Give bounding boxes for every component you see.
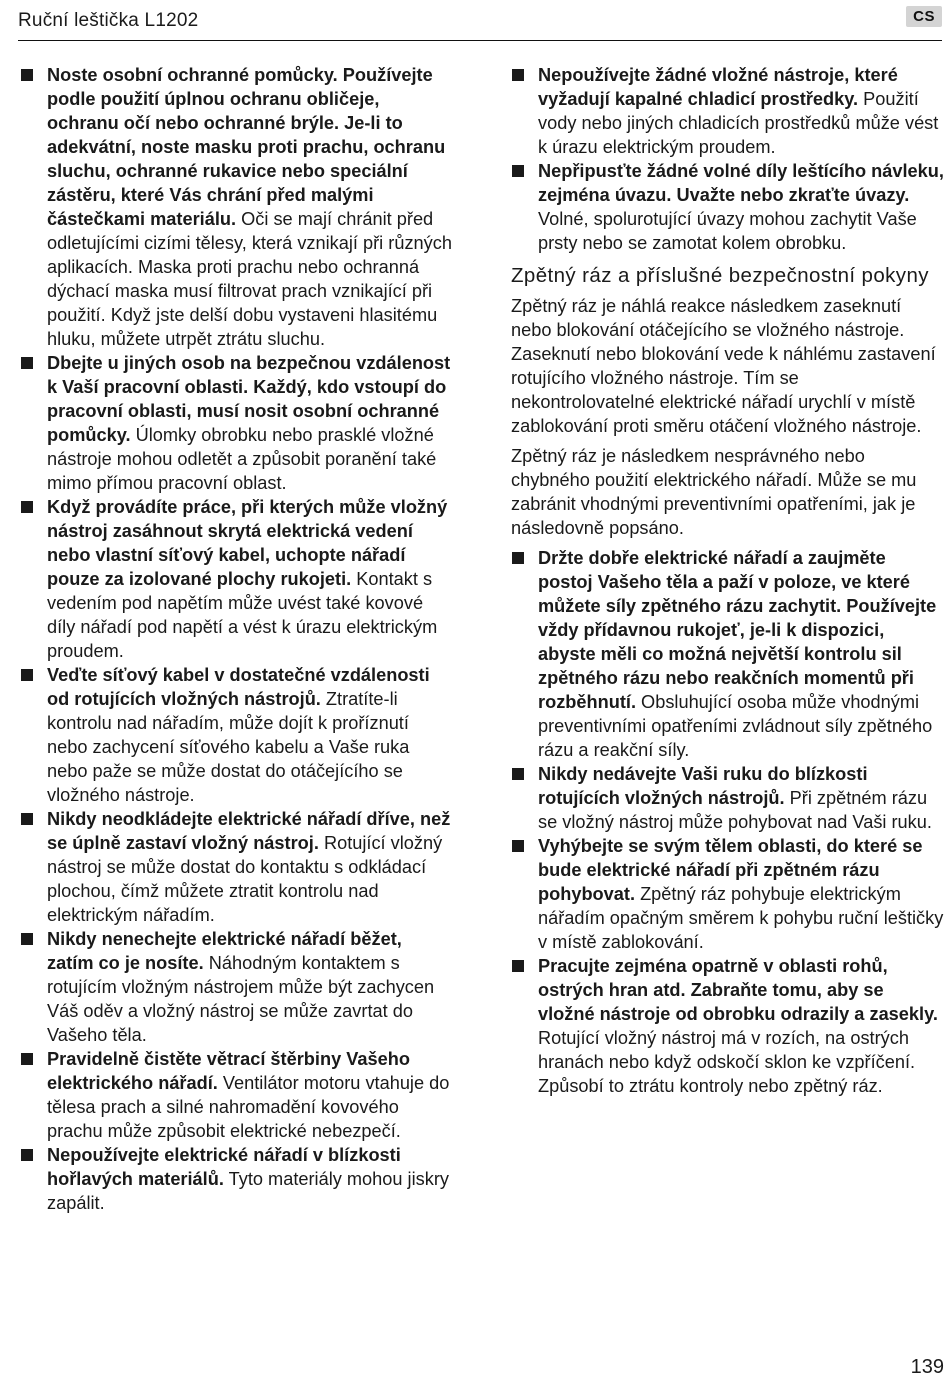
safety-item bbox=[511, 834, 945, 954]
item-bold-text: Nepřipusťte žádné volné díly leštícího návleku, zejména úvazu. Uvažte nebo zkraťte úvazy. bbox=[538, 161, 944, 205]
item-bold-text: Nikdy nenechejte elektrické nářadí běžet, zatím co je nosíte. bbox=[47, 929, 402, 973]
bullet-square-icon bbox=[21, 1149, 33, 1161]
language-badge: CS bbox=[906, 6, 942, 27]
bullet-square-icon bbox=[512, 840, 524, 852]
safety-item bbox=[20, 1143, 452, 1215]
section-paragraph: Zpětný ráz je náhlá reakce následkem zaseknutí nebo blokování otáčejícího se vložného nástroje. Zaseknutí nebo blokování vede k náhlému zastavení rotujícího vložného nástroje. Tím se nekontrolovatelné elektrické nářadí urychlí v místě zablokování proti směru otáčení vložného nástroje. bbox=[511, 296, 936, 436]
safety-item bbox=[511, 954, 945, 1098]
item-text: Obsluhující osoba může vhodnými preventivními opatřeními zvládnout síly zpětného rázu a reakční síly. bbox=[538, 692, 933, 760]
page-header bbox=[18, 0, 942, 41]
bullet-square-icon bbox=[512, 768, 524, 780]
item-text: Při zpětném rázu se vložný nástroj může pohybovat nad Vaši ruku. bbox=[538, 788, 932, 832]
bullet-square-icon bbox=[21, 69, 33, 81]
item-bold-text: Noste osobní ochranné pomůcky. Používejte podle použití úplnou ochranu obličeje, ochranu očí nebo ochranné brýle. Je-li to adekvátní, noste masku proti prachu, ochranu sluchu, ochranné rukavice nebo speciální zástěru, které Vás chrání před malými částečkami materiálu. bbox=[47, 65, 446, 229]
item-text: Rotující vložný nástroj se může dostat do kontaktu s odkládací plochou, čímž můžete ztratit kontrolu nad elektrickým nářadím. bbox=[47, 833, 443, 925]
item-text: Úlomky obrobku nebo prasklé vložné nástroje mohou odletět a způsobit poranění také mimo přímou pracovní oblast. bbox=[47, 425, 437, 493]
item-text: Použití vody nebo jiných chladicích prostředků může vést k úrazu elektrickým proudem. bbox=[538, 89, 939, 157]
item-text: Ztratíte-li kontrolu nad nářadím, může dojít k proříznutí nebo zachycení síťového kabelu a Vaše ruka nebo paže se může dostat do otáčejícího se vložného nástroje. bbox=[47, 689, 410, 805]
item-bold-text: Nepoužívejte elektrické nářadí v blízkosti hořlavých materiálů. bbox=[47, 1145, 401, 1189]
item-bold-text: Pracujte zejména opatrně v oblasti rohů, ostrých hran atd. Zabraňte tomu, aby se vložné nástroje od obrobku odrazily a zasekly. bbox=[538, 956, 938, 1024]
bullet-square-icon bbox=[21, 669, 33, 681]
bullet-square-icon bbox=[512, 165, 524, 177]
item-bold-text: Nepoužívejte žádné vložné nástroje, které vyžadují kapalné chladicí prostředky. bbox=[538, 65, 898, 109]
safety-item bbox=[511, 546, 945, 762]
bullet-square-icon bbox=[512, 69, 524, 81]
bullet-square-icon bbox=[21, 1053, 33, 1065]
item-text: Ventilátor motoru vtahuje do tělesa prach a silné nahromadění kovového prachu může způsobit elektrické nebezpečí. bbox=[47, 1073, 450, 1141]
safety-item bbox=[511, 762, 945, 834]
safety-item bbox=[20, 663, 452, 807]
safety-item bbox=[20, 927, 452, 1047]
bullet-square-icon bbox=[21, 501, 33, 513]
item-text: Oči se mají chránit před odletujícími cizími tělesy, která vznikají při různých aplikacích. Maska proti prachu nebo ochranná dýchací maska musí filtrovat prach vznikající při použití. Když jste delší dobu vystaveni hlasitému hluku, můžete utrpět ztrátu sluchu. bbox=[47, 209, 452, 349]
safety-item bbox=[20, 63, 452, 351]
item-bold-text: Veďte síťový kabel v dostatečné vzdálenosti od rotujících vložných nástrojů. bbox=[47, 665, 430, 709]
safety-item bbox=[511, 63, 945, 159]
item-bold-text: Pravidelně čistěte větrací štěrbiny Vašeho elektrického nářadí. bbox=[47, 1049, 410, 1093]
safety-item bbox=[511, 159, 945, 255]
safety-item bbox=[20, 495, 452, 663]
item-bold-text: Když provádíte práce, při kterých může vložný nástroj zasáhnout skrytá elektrická vedení nebo vlastní síťový kabel, uchopte nářadí pouze za izolované plochy rukojeti. bbox=[47, 497, 448, 589]
safety-item bbox=[20, 1047, 452, 1143]
item-text: Tyto materiály mohou jiskry zapálit. bbox=[47, 1169, 449, 1213]
item-bold-text: Držte dobře elektrické nářadí a zaujměte postoj Vašeho těla a paží v poloze, ve které můžete síly zpětného rázu zachytit. Používejte vždy přídavnou rukojeť, je-li k dispozici, abyste měli co možná největší kontrolu sil zpětného rázu nebo reakčních momentů při rozběhnutí. bbox=[538, 548, 937, 712]
right-column bbox=[511, 63, 945, 1098]
bullet-square-icon bbox=[512, 552, 524, 564]
section-paragraph: Zpětný ráz je následkem nesprávného nebo chybného použití elektrického nářadí. Může se mu zabránit vhodnými preventivními opatřeními, jak je následovně popsáno. bbox=[511, 446, 917, 538]
item-bold-text: Dbejte u jiných osob na bezpečnou vzdálenost k Vaší pracovní oblasti. Každý, kdo vstoupí do pracovní oblasti, musí nosit osobní ochranné pomůcky. bbox=[47, 353, 451, 445]
safety-item bbox=[20, 807, 452, 927]
section-heading: Zpětný ráz a příslušné bezpečnostní pokyny bbox=[511, 264, 929, 287]
item-bold-text: Nikdy nedávejte Vaši ruku do blízkosti rotujících vložných nástrojů. bbox=[538, 764, 868, 808]
item-text: Volné, spolurotující úvazy mohou zachytit Vaše prsty nebo se zamotat kolem obrobku. bbox=[538, 209, 917, 253]
page-number: 139 bbox=[910, 1356, 944, 1378]
document-title: Ruční leštička L1202 bbox=[18, 10, 199, 31]
bullet-square-icon bbox=[21, 357, 33, 369]
item-text: Rotující vložný nástroj má v rozích, na ostrých hranách nebo když odskočí sklon ke vzpříčení. Způsobí to ztrátu kontroly nebo zpětný ráz. bbox=[538, 1028, 916, 1096]
left-column bbox=[20, 63, 452, 1215]
bullet-square-icon bbox=[21, 813, 33, 825]
item-bold-text: Nikdy neodkládejte elektrické nářadí dříve, než se úplně zastaví vložný nástroj. bbox=[47, 809, 451, 853]
item-text: Náhodným kontaktem s rotujícím vložným nástrojem může být zachycen Váš oděv a vložný nástroj se může zavrtat do Vašeho těla. bbox=[47, 953, 435, 1045]
safety-item bbox=[20, 351, 452, 495]
bullet-square-icon bbox=[512, 960, 524, 972]
item-text: Kontakt s vedením pod napětím může uvést také kovové díly nářadí pod napětí a vést k úrazu elektrickým proudem. bbox=[47, 569, 438, 661]
item-bold-text: Vyhýbejte se svým tělem oblasti, do které se bude elektrické nářadí při zpětném rázu pohybovat. bbox=[538, 836, 923, 904]
bullet-square-icon bbox=[21, 933, 33, 945]
item-text: Zpětný ráz pohybuje elektrickým nářadím opačným směrem k pohybu ruční leštičky v místě zablokování. bbox=[538, 884, 944, 952]
